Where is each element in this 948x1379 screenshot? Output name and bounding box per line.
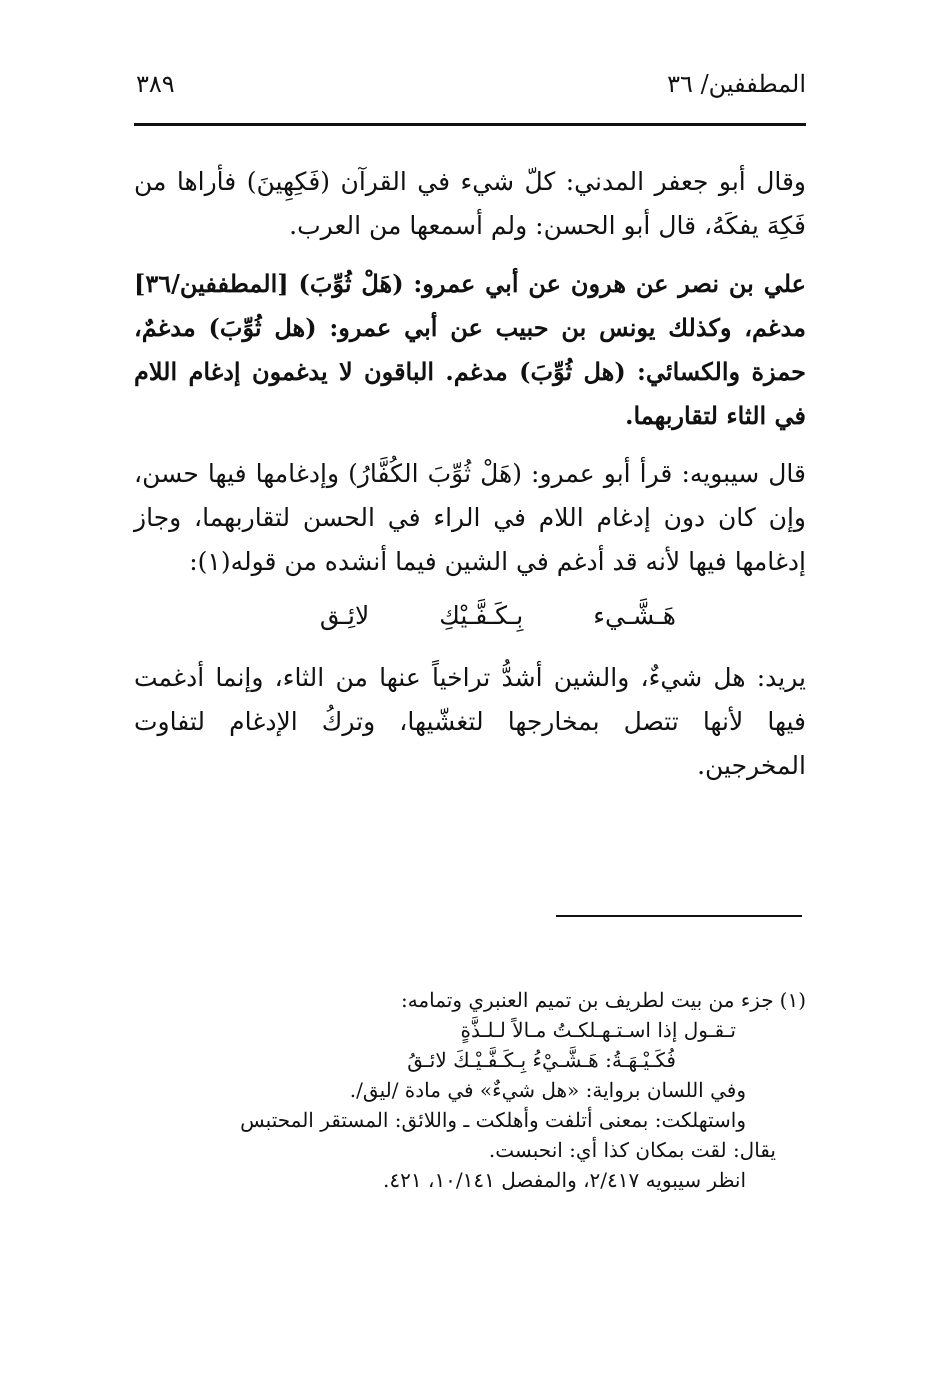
footnote-line-4: يقال: لقت بمكان كذا أي: انحبست. — [488, 1138, 776, 1162]
footnote-verse-2: فُكَـيْـهَـةُ: هَـشَّـيْءُ بِـكَـفَّـيْـكَ لائـقُ — [407, 1048, 676, 1072]
footnote-verse-1: تـقـول إذا اسـتـهـلكـتُ مـالاً لـلـذَّةٍ — [460, 1018, 736, 1042]
footnote-line-3: واستهلكت: بمعنى أتلفت وأهلكت ـ واللائق: المستقر المحتبس — [240, 1108, 746, 1132]
paragraph-4: يريد: هل شيءٌ، والشين أشدُّ تراخياً عنها من الثاء، وإنما أدغمت فيها لأنها تتصل بمخارجها لتغشّيها، وتركُ الإدغام لتفاوت المخرجين. — [134, 663, 807, 780]
verse-word-3: لائِـق — [319, 601, 370, 630]
footnote-separator — [556, 915, 802, 917]
footnote-line-1: (١)جزء من بيت لطريف بن تميم العنبري وتمامه: — [134, 985, 806, 1015]
main-text — [134, 160, 806, 802]
paragraph-2: علي بن نصر عن هرون عن أبي عمرو: (هَلْ ثُوِّبَ) [المطففين/٣٦] مدغم، وكذلك يونس بن حبيب عن أبي عمرو: (هل ثُوِّبَ) مدغمٌ، حمزة والكسائي: (هل ثُوِّبَ) مدغم. الباقون لا يدغمون إدغام اللام في الثاء لتقاربهما. — [134, 269, 806, 430]
paragraph-1: وقال أبو جعفر المدني: كلّ شيء في القرآن (فَكِهِينَ) فأراها من فَكِهَ يفكَهُ، قال أبو الحسن: ولم أسمعها من العرب. — [134, 167, 806, 240]
verse-word-2: بِـكَـفَّـيْكِ — [439, 601, 524, 630]
footnote-line-5: انظر سيبويه ٢/٤١٧، والمفصل ١٠/١٤١، ٤٢١. — [383, 1168, 746, 1192]
paragraph-3: قال سيبويه: قرأ أبو عمرو: (هَلْ ثُوِّبَ الكُفَّارُ) وإدغامها فيها حسن، وإن كان دون إدغام اللام في الراء في الحسن لتقاربهما، وجاز إدغامها فيها لأنه قد أدغم في الشين فيما أنشده من قوله(١): — [134, 459, 806, 576]
footnote — [134, 985, 806, 1195]
verse-line — [134, 594, 806, 638]
header-rule — [134, 123, 806, 126]
footnote-number: (١) — [779, 988, 806, 1012]
header-title: المطففين/ ٣٦ — [667, 70, 806, 98]
verse-word-1: هَـشَّـيء — [593, 601, 676, 630]
footnote-line-2: وفي اللسان برواية: «هل شيءٌ» في مادة /ليق/. — [349, 1078, 746, 1102]
running-header — [130, 70, 806, 110]
page-number: ٣٨٩ — [136, 70, 175, 98]
